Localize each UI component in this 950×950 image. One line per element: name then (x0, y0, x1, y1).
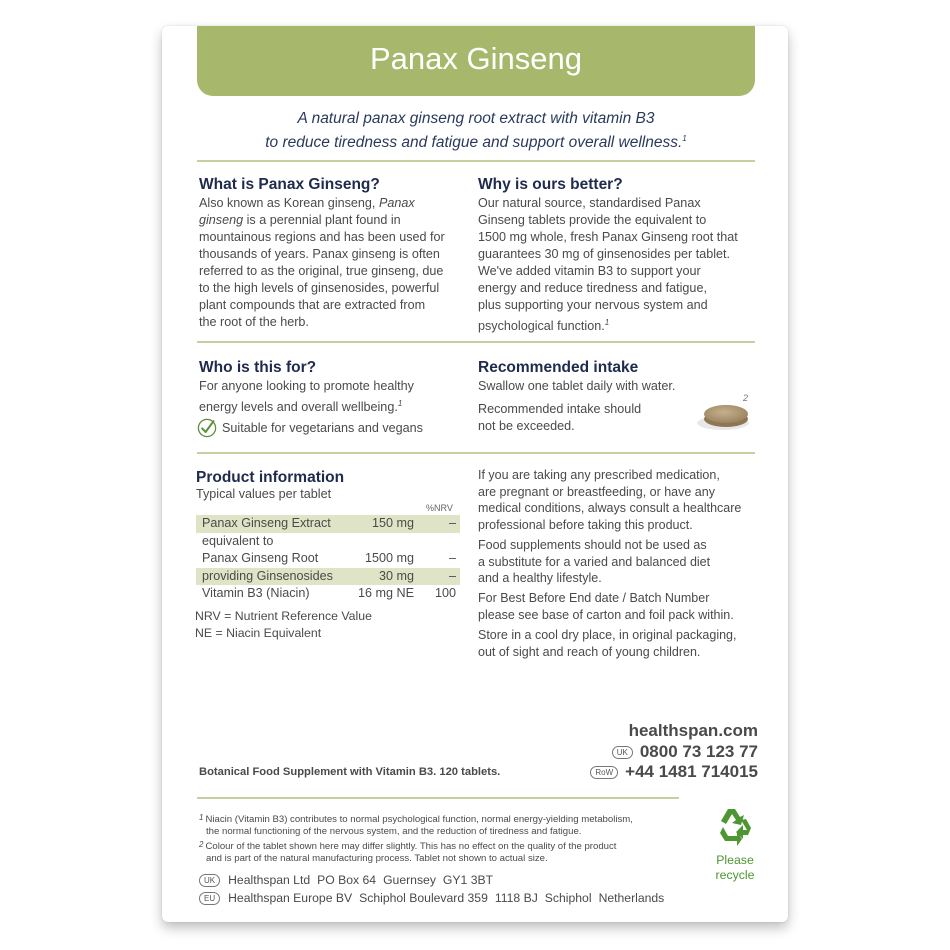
what-line: thousands of years. Panax ginseng is often (199, 247, 440, 261)
uk-tag: UK (612, 746, 633, 759)
advisory-paragraph: If you are taking any prescribed medication, are pregnant or breastfeeding, or have any medical conditions, always consult a healthcare professional before taking this product. (478, 468, 742, 532)
tablet-icon (693, 392, 753, 434)
advisory-notes (478, 467, 763, 664)
table-row: Panax Ginseng Root 1500 mg – (202, 551, 456, 566)
divider (197, 452, 755, 454)
why-line: Ginseng tablets provide the equivalent to (478, 213, 707, 227)
product-info-title: Product information (196, 469, 345, 486)
why-line: plus supporting your nervous system and (478, 298, 708, 312)
what-line: the root of the herb. (199, 315, 309, 329)
who-line: For anyone looking to promote healthy (199, 379, 414, 393)
why-text (478, 195, 763, 335)
product-descriptor: Botanical Food Supplement with Vitamin B3. 120 tablets. (199, 766, 501, 778)
vegetarian-badge (197, 418, 423, 438)
tablet-footnote-ref: 2 (743, 393, 749, 403)
eu-address: EU Healthspan Europe BV Schiphol Boulevard 359 1118 BJ Schiphol Netherlands (199, 891, 671, 905)
intake-line: Swallow one tablet daily with water. (478, 379, 676, 393)
who-heading: Who is this for? (199, 359, 317, 376)
footnote-1: $^1$ Niacin (Vitamin B3) contributes to normal psychological function, normal energy-yielding metabolism, the normal functioning of the nervous system, and the reduction of tiredness and fatigue. (199, 813, 633, 838)
ne-note: NE = Niacin Equivalent (195, 626, 322, 640)
advisory-paragraph: Food supplements should not be used as a substitute for a varied and balanced diet and a healthy lifestyle. (478, 537, 711, 586)
tagline-line-1: A natural panax ginseng root extract with vitamin B3 (297, 110, 655, 127)
why-line: energy and reduce tiredness and fatigue, (478, 281, 707, 295)
why-heading: Why is ours better? (478, 176, 623, 193)
tagline (197, 109, 755, 153)
what-line: to the high levels of ginsenosides, powerful (199, 281, 440, 295)
what-line: ginseng is a perennial plant found in (199, 213, 401, 227)
recycle-label: Please recycle (715, 853, 755, 882)
table-row: providing Ginsenosides 30 mg – (196, 568, 460, 586)
table-row: Panax Ginseng Extract 150 mg – (196, 515, 460, 533)
why-line: Our natural source, standardised Panax (478, 196, 701, 210)
uk-phone[interactable]: UK 0800 73 123 77 (612, 742, 758, 762)
why-line: We've added vitamin B3 to support your (478, 264, 701, 278)
nrv-header: %NRV (426, 503, 453, 513)
divider (197, 160, 755, 162)
table-notes (195, 608, 372, 642)
vegetarian-label: Suitable for vegetarians and vegans (222, 421, 423, 435)
row-tag: RoW (590, 766, 618, 779)
what-text (199, 195, 469, 331)
what-line: referred to as the original, true ginseng, due (199, 264, 444, 278)
divider (197, 797, 679, 799)
who-line: energy levels and overall wellbeing.$^1$ (199, 399, 403, 415)
what-line: plant compounds that are extracted from (199, 298, 426, 312)
intake-line: Recommended intake should (478, 402, 642, 416)
recycle-icon (713, 805, 757, 847)
footnote-ref: 1 (397, 399, 403, 408)
intake-heading: Recommended intake (478, 359, 639, 376)
why-line: guarantees 30 mg of ginsenosides per tablet. (478, 247, 731, 261)
table-row: equivalent to (202, 533, 274, 548)
why-line: 1500 mg whole, fresh Panax Ginseng root that (478, 230, 738, 244)
intake-text (478, 378, 708, 435)
divider (197, 341, 755, 343)
footnote-ref: 1 (604, 318, 610, 327)
product-info-subtitle: Typical values per tablet (196, 487, 332, 501)
uk-address: UK Healthspan Ltd PO Box 64 Guernsey GY1 3BT (199, 873, 500, 887)
row-phone[interactable]: RoW +44 1481 714015 (590, 762, 758, 782)
tagline-line-2: to reduce tiredness and fatigue and support overall wellness.$^1$ (265, 134, 687, 152)
uk-tag: UK (199, 874, 220, 887)
nutrition-table (196, 515, 460, 603)
who-text (199, 378, 469, 416)
eu-tag: EU (199, 892, 220, 905)
nrv-note: NRV = Nutrient Reference Value (195, 609, 372, 623)
product-title: Panax Ginseng (197, 26, 755, 96)
what-line: mountainous regions and has been used for (199, 230, 445, 244)
what-heading: What is Panax Ginseng? (199, 176, 380, 193)
intake-line: not be exceeded. (478, 419, 575, 433)
advisory-paragraph: For Best Before End date / Batch Number please see base of carton and foil pack within. (478, 591, 734, 622)
website-link[interactable]: healthspan.com (628, 721, 758, 740)
footnote-2: $^2$ Colour of the tablet shown here may differ slightly. This has no effect on the quality of the product and is part of the natural manufacturing process. Tablet not shown to actual size. (199, 840, 617, 865)
footnote-ref: 1 (682, 134, 687, 143)
what-line: Also known as Korean ginseng, Panax (199, 196, 415, 210)
table-row: Vitamin B3 (Niacin) 16 mg NE 100 (202, 586, 456, 601)
advisory-paragraph: Store in a cool dry place, in original packaging, out of sight and reach of young children. (478, 628, 737, 659)
checkmark-circle-icon (197, 418, 217, 438)
why-line: psychological function.$^1$ (478, 318, 610, 334)
